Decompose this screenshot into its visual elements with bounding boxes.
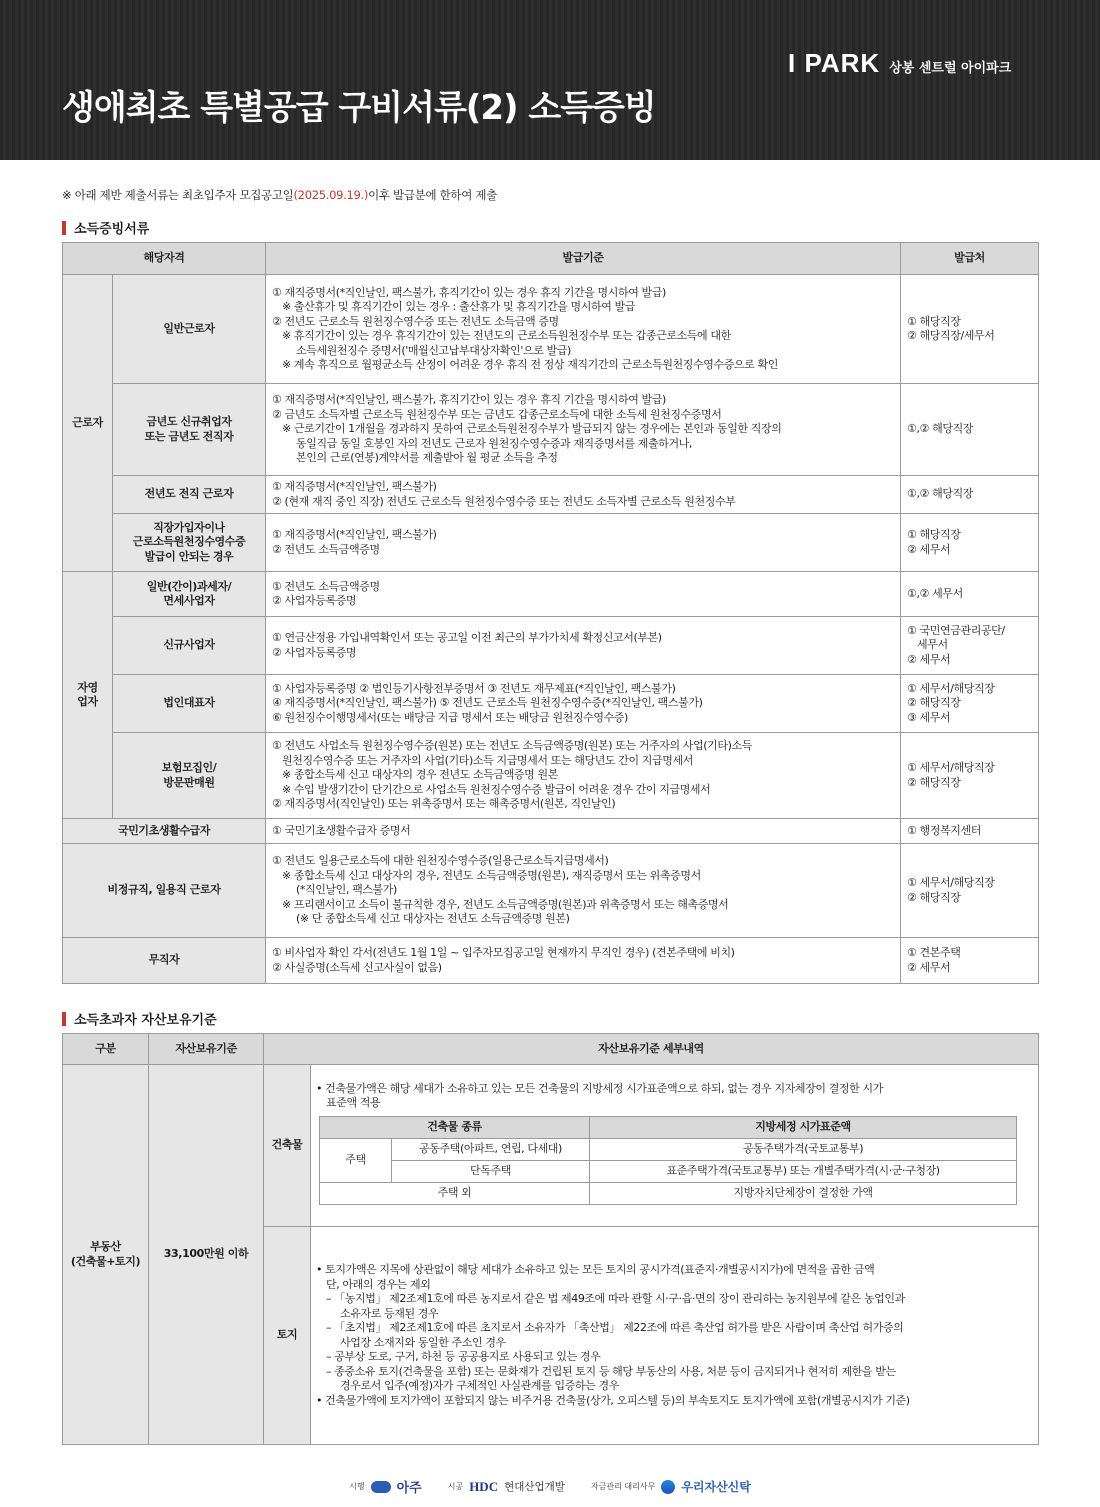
notice-date: (2025.09.19.)	[293, 188, 369, 202]
qualification-label: 일반(간이)과세자/ 면세사업자	[113, 572, 266, 617]
criteria-line: ※ 종합소득세 신고 대상자의 경우, 전년도 소득금액증명(원본), 재직증명서 또는 위촉증명서	[282, 868, 701, 882]
sub-row-value: 공동주택가격(국토교통부)	[590, 1138, 1017, 1160]
qualification-label: 직장가입자이나 근로소득원천징수영수증 발급이 안되는 경우	[113, 514, 266, 572]
issuer-line: ② 세무서	[907, 542, 951, 556]
notice-prefix: ※ 아래 제반 제출서류는 최초입주자 모집공고일	[62, 188, 294, 202]
criteria-line: ② (현재 재직 중인 직장) 전년도 근로소득 원천징수영수증 또는 전년도 소득자별 근로소득 원천징수부	[272, 494, 736, 508]
issuer-line: ① 세무서/해당직장	[907, 761, 995, 774]
issuer-cell	[901, 514, 1039, 572]
criteria-cell	[266, 844, 901, 938]
issuer-line: 세무서	[917, 638, 948, 652]
issuer-line: ② 세무서	[907, 652, 951, 666]
criteria-line: ① 전년도 사업소득 원천징수영수증(원본) 또는 전년도 소득금액증명(원본) 또는 거주자의 사업(기타)소득	[272, 739, 752, 753]
issuer-line: ① 국민연금관리공단/	[907, 623, 1005, 637]
criteria-line: 본인의 근로(연봉)계약서를 제출받아 월 평균 소득을 추정	[296, 451, 558, 465]
section-marker	[62, 221, 66, 235]
criteria-line: ② 금년도 소득자별 근로소득 원천징수부 또는 금년도 갑종근로소득에 대한 소득세 원천징수증명서	[272, 407, 722, 421]
criteria-line: ※ 출산휴가 및 휴직기간이 있는 경우 : 출산휴가 및 휴직기간을 명시하여 발급	[282, 300, 635, 313]
qualification-label: 전년도 전직 근로자	[113, 476, 266, 514]
criteria-line: ② 전년도 근로소득 원천징수영수증 또는 전년도 소득금액 증명	[272, 314, 559, 328]
criteria-line: ② 전년도 소득금액증명	[272, 542, 380, 556]
qualification-label: 비정규직, 일용직 근로자	[63, 844, 266, 938]
criteria-cell	[266, 733, 901, 819]
logo-main: I PARK	[788, 48, 881, 78]
issuer-line: ② 세무서	[907, 960, 951, 974]
sub-row-value: 지방자치단체장이 결정한 가액	[590, 1182, 1017, 1204]
table-row	[63, 819, 1039, 844]
criteria-line: ※ 종합소득세 신고 대상자의 경우 전년도 소득금액증명 원본	[282, 768, 558, 782]
criteria-line: ④ 재직증명서(*직인날인, 팩스불가) ⑤ 전년도 근로소득 원천징수영수증(*직인날인, 팩스불가)	[272, 696, 703, 710]
criteria-line: ※ 수입 발생기간이 단기간으로 사업소득 원천징수영수증 발급이 어려운 경우 간이 지급명세서	[282, 782, 711, 796]
sponsor-role: 시행	[349, 1482, 365, 1491]
issuer-line: ① 해당직장	[907, 528, 961, 541]
criteria-line: ② 사업자등록증명	[272, 594, 357, 607]
group-worker: 근로자	[63, 275, 113, 572]
qualification-label: 국민기초생활수급자	[63, 819, 266, 844]
logo-sub: 상봉 센트럴 아이파크	[889, 61, 1012, 76]
criteria-line: ① 연금산정용 가입내역확인서 또는 공고일 이전 최근의 부가가치세 확정신고서(부본)	[272, 631, 662, 644]
sponsor-trust	[591, 1478, 751, 1495]
qualification-label: 보험모집인/ 방문판매원	[113, 733, 266, 819]
issuer-line: ② 해당직장	[907, 775, 961, 789]
criteria-line: ※ 휴직기간이 있는 경우 휴직기간이 있는 전년도의 근로소득원천징수부 또는 갑종근로소득에 대한	[282, 329, 731, 342]
issuer-cell	[901, 384, 1039, 476]
group-self-employed: 자영 업자	[63, 572, 113, 819]
issuer-cell	[901, 275, 1039, 384]
section-title-label: 소득초과자 자산보유기준	[74, 1013, 217, 1028]
criteria-line: ① 재직증명서(*직인날인, 팩스불가)	[272, 528, 437, 541]
criteria-line: (※ 단 종합소득세 신고 대상자는 전년도 소득금액증명 원본)	[296, 912, 570, 926]
asset-standard-table	[62, 1033, 1039, 1445]
brand-logo	[788, 48, 1011, 79]
issuer-cell	[901, 617, 1039, 675]
building-bullet-1: • 건축물가액은 해당 세대가 소유하고 있는 모든 건축물의 지방세정 시가표준액으로 하되, 없는 경우 지자체장이 결정한 시가	[316, 1081, 883, 1095]
criteria-cell	[266, 819, 901, 844]
sponsor-name: 아주	[396, 1481, 422, 1496]
sponsor-developer	[349, 1477, 422, 1496]
sponsor-role: 시공	[447, 1482, 464, 1491]
ajoo-logo-icon	[371, 1481, 391, 1493]
criteria-line: 원천징수영수증 또는 거주자의 사업(기타)소득 지급명세서 또는 해당년도 간이 지급명세서	[282, 753, 693, 767]
sub-row-type: 주택 외	[320, 1182, 590, 1204]
section-title-assets	[62, 1009, 217, 1028]
land-line: • 토지가액은 지목에 상관없이 해당 세대가 소유하고 있는 모든 토지의 공시가격(표준지·개별공시지가)에 면적을 곱한 금액	[316, 1263, 875, 1276]
page-header	[0, 0, 1100, 160]
land-line: – 공부상 도로, 구거, 하천 등 공공용지로 사용되고 있는 경우	[326, 1350, 601, 1363]
criteria-line: ① 재직증명서(*직인날인, 팩스불가)	[272, 480, 437, 493]
criteria-cell	[266, 617, 901, 675]
footer-sponsors	[0, 1477, 1100, 1496]
table-row	[63, 617, 1039, 675]
asset-limit: 33,100만원 이하	[149, 1065, 264, 1445]
issuer-line: ① 세무서/해당직장	[907, 681, 995, 695]
category-real-estate	[63, 1065, 149, 1445]
land-line: – 종중소유 토지(건축물을 포함) 또는 문화재가 건립된 토지 등 해당 부동산의 사용, 처분 등이 금지되거나 현저히 제한을 받는	[326, 1364, 896, 1378]
header-qualification: 해당자격	[63, 243, 266, 275]
woori-logo-icon	[661, 1480, 675, 1494]
income-documents-table	[62, 242, 1039, 984]
land-line: – 「농지법」 제2조제1호에 따른 농지로서 같은 법 제49조에 따라 관할 시·구·읍·면의 장이 관리하는 농지원부에 같은 농업인과	[326, 1292, 905, 1305]
table-row	[63, 476, 1039, 514]
table-row	[63, 514, 1039, 572]
criteria-cell	[266, 938, 901, 984]
building-price-table	[319, 1116, 1017, 1205]
sponsor-role: 자금관리 대리사무	[590, 1482, 656, 1491]
qualification-label: 무직자	[63, 938, 266, 984]
qualification-label: 금년도 신규취업자 또는 금년도 전직자	[113, 384, 266, 476]
issuer-line: ③ 세무서	[907, 710, 951, 724]
sponsor-name: 우리자산신탁	[681, 1480, 751, 1494]
criteria-line: ② 사업자등록증명	[272, 645, 357, 659]
building-details	[311, 1065, 1039, 1227]
header-criteria: 발급기준	[266, 243, 901, 275]
notice-text	[62, 187, 497, 203]
criteria-line: ① 비사업자 확인 각서(전년도 1월 1일 ~ 입주자모집공고일 현재까지 무직인 경우) (견본주택에 비치)	[272, 946, 735, 959]
table-row	[63, 384, 1039, 476]
criteria-line: 소득세원천징수 증명서('매월신고납부대상자확인'으로 발급)	[296, 343, 571, 357]
issuer-cell	[901, 733, 1039, 819]
issuer-line: ② 해당직장/세무서	[907, 329, 995, 342]
criteria-line: ① 전년도 소득금액증명	[272, 579, 380, 593]
sub-row-type: 단독주택	[392, 1160, 590, 1182]
issuer-cell	[901, 819, 1039, 844]
criteria-cell	[266, 572, 901, 617]
table-row	[63, 675, 1039, 733]
issuer-line: ①,② 세무서	[907, 586, 963, 600]
criteria-line: ① 국민기초생활수급자 증명서	[272, 823, 411, 837]
criteria-line: ② 재직증명서(직인날인) 또는 위촉증명서 또는 해촉증명서(원본, 직인날인)	[272, 797, 616, 811]
qualification-label: 법인대표자	[113, 675, 266, 733]
criteria-line: ① 사업자등록증명 ② 법인등기사항전부증명서 ③ 전년도 재무제표(*직인날인, 팩스불가)	[272, 681, 676, 695]
land-line: 경우로서 입주(예정)자가 구체적인 사실관계를 입증하는 경우	[340, 1379, 619, 1392]
issuer-line: ① 견본주택	[907, 946, 961, 959]
sub-header-price: 지방세정 시가표준액	[590, 1116, 1017, 1138]
criteria-cell	[266, 476, 901, 514]
criteria-cell	[266, 384, 901, 476]
sponsor-name: 현대산업개발	[504, 1481, 565, 1493]
criteria-cell	[266, 675, 901, 733]
issuer-line: ①,② 해당직장	[907, 487, 974, 501]
issuer-cell	[901, 476, 1039, 514]
criteria-line: ① 재직증명서(*직인날인, 팩스불가, 휴직기간이 있는 경우 휴직 기간을 명시하여 발급)	[272, 393, 666, 407]
criteria-cell	[266, 514, 901, 572]
land-details	[311, 1227, 1039, 1445]
criteria-line: 동일직급 동일 호봉인 자의 전년도 근로자 원천징수영수증과 재직증명서를 제출하거나,	[296, 436, 693, 450]
land-line: 단, 아래의 경우는 제외	[326, 1277, 431, 1291]
issuer-line: ② 해당직장	[907, 890, 961, 904]
sponsor-builder	[448, 1479, 565, 1495]
criteria-line: ※ 계속 휴직으로 월평균소득 산정이 어려운 경우 휴직 전 정상 재직기간의 근로소득원천징수영수증으로 확인	[282, 358, 778, 371]
land-line: 사업장 소재지와 동일한 주소인 경우	[340, 1335, 506, 1349]
hdc-logo: HDC	[469, 1478, 499, 1494]
sub-row-type: 공동주택(아파트, 연립, 다세대)	[392, 1138, 590, 1160]
issuer-line: ② 해당직장	[907, 696, 961, 710]
qualification-label: 일반근로자	[113, 275, 266, 384]
issuer-line: ① 해당직장	[907, 314, 961, 328]
section-title-income	[62, 218, 149, 237]
category-label: 부동산 (건축물+토지)	[70, 1240, 141, 1268]
header-standard: 자산보유기준	[149, 1034, 264, 1065]
table-row	[63, 733, 1039, 819]
header-details: 자산보유기준 세부내역	[264, 1034, 1039, 1065]
header-category: 구분	[63, 1034, 149, 1065]
issuer-line: ① 행정복지센터	[907, 823, 981, 837]
issuer-cell	[901, 572, 1039, 617]
sub-group-housing: 주택	[320, 1138, 392, 1182]
land-line: 소유자로 등재된 경우	[340, 1306, 439, 1320]
criteria-line: ⑥ 원천징수이행명세서(또는 배당금 지급 명세서 또는 배당금 원천징수영수증)	[272, 710, 628, 724]
land-line: • 건축물가액에 토지가액이 포함되지 않는 비주거용 건축물(상가, 오피스텔 등)의 부속토지도 토지가액에 포함(개별공시지가 기준)	[316, 1393, 910, 1407]
criteria-line: (*직인날인, 팩스불가)	[296, 883, 397, 897]
issuer-cell	[901, 844, 1039, 938]
notice-suffix: 이후 발급분에 한하여 제출	[368, 188, 498, 202]
issuer-cell	[901, 675, 1039, 733]
section-title-label: 소득증빙서류	[74, 222, 150, 237]
criteria-cell	[266, 275, 901, 384]
table-row	[63, 844, 1039, 938]
table-row	[63, 275, 1039, 384]
criteria-line: ① 재직증명서(*직인날인, 팩스불가, 휴직기간이 있는 경우 휴직 기간을 명시하여 발급)	[272, 285, 666, 299]
qualification-label: 신규사업자	[113, 617, 266, 675]
criteria-line: ※ 프리랜서이고 소득이 불규칙한 경우, 전년도 소득금액증명(원본)과 위촉증명서 또는 해촉증명서	[282, 897, 729, 911]
criteria-line: ※ 근로기간이 1개월을 경과하지 못하여 근로소득원천징수부가 발급되지 않는 경우에는 본인과 동일한 직장의	[282, 422, 782, 436]
land-label: 토지	[264, 1227, 311, 1445]
table-row	[63, 938, 1039, 984]
building-bullet-2: 표준액 적용	[326, 1096, 381, 1109]
section-marker	[62, 1012, 66, 1026]
sub-header-type: 건축물 종류	[320, 1116, 590, 1138]
issuer-line: ①,② 해당직장	[907, 422, 974, 436]
issuer-cell	[901, 938, 1039, 984]
page-title: 생애최초 특별공급 구비서류(2) 소득증빙	[62, 88, 656, 128]
table-row	[63, 572, 1039, 617]
land-line: – 「초지법」 제2조제1호에 따른 초지로서 소유자가 「축산법」 제22조에 따른 축산업 허가를 받은 사람이며 축산업 허가증의	[326, 1321, 904, 1334]
criteria-line: ② 사실증명(소득세 신고사실이 없음)	[272, 960, 442, 974]
header-issuer: 발급처	[901, 243, 1039, 275]
criteria-line: ① 전년도 일용근로소득에 대한 원천징수영수증(일용근로소득지급명세서)	[272, 854, 609, 868]
sub-row-value: 표준주택가격(국토교통부) 또는 개별주택가격(시·군·구청장)	[590, 1160, 1017, 1182]
building-label: 건축물	[264, 1065, 311, 1227]
issuer-line: ① 세무서/해당직장	[907, 876, 995, 889]
